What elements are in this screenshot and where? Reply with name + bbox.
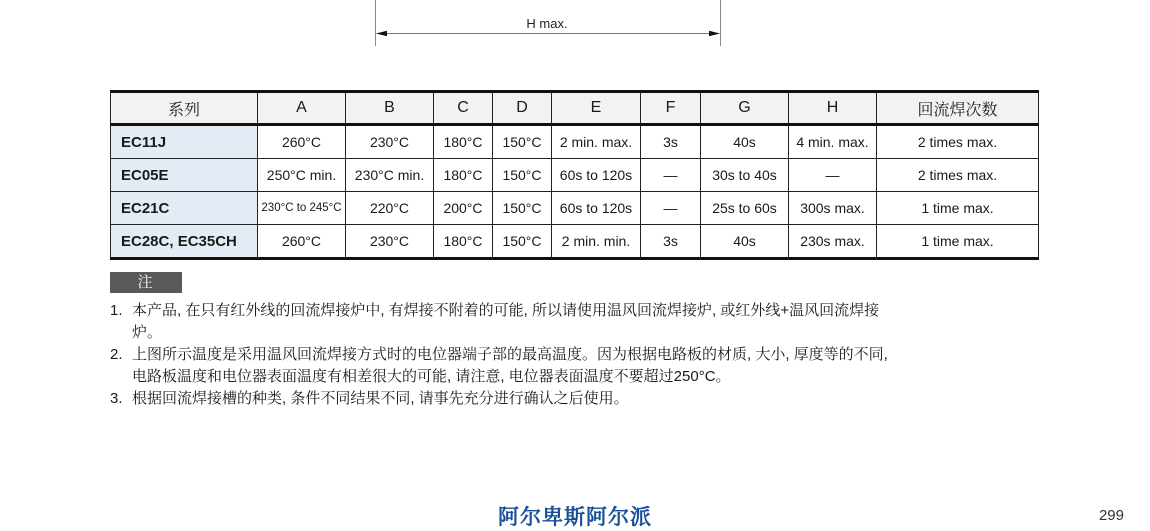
page-number: 299	[1098, 507, 1124, 524]
col-header-f: F	[641, 92, 701, 125]
col-header-d: D	[493, 92, 552, 125]
cell-h: 4 min. max.	[789, 125, 877, 159]
note-item-2	[110, 344, 892, 388]
cell-g: 40s	[701, 125, 789, 159]
cell-g: 30s to 40s	[701, 159, 789, 192]
cell-b: 230°C	[346, 125, 434, 159]
note-number: 3.	[110, 390, 123, 407]
cell-e: 2 min. min.	[552, 225, 641, 259]
col-header-g: G	[701, 92, 789, 125]
note-text: 上图所示温度是采用温风回流焊接方式时的电位器端子部的最高温度。因为根据电路板的材质, 大小, 厚度等的不同, 电路板温度和电位器表面温度有相差很大的可能, 请注意, 电位器表面温度不要超过250°C。	[132, 346, 888, 385]
cell-reflow-cycles: 1 time max.	[877, 192, 1039, 225]
col-header-series: 系列	[111, 92, 258, 125]
cell-c: 200°C	[434, 192, 493, 225]
cell-reflow-cycles: 2 times max.	[877, 159, 1039, 192]
note-number: 1.	[110, 302, 123, 319]
series-cell: EC11J	[111, 125, 258, 159]
cell-c: 180°C	[434, 125, 493, 159]
dimension-label: H max.	[526, 16, 568, 31]
note-item-1	[110, 300, 892, 344]
table-row-ec21c	[111, 192, 1039, 225]
arrowhead-left-icon	[376, 31, 387, 36]
cell-b: 230°C min.	[346, 159, 434, 192]
notes-list	[110, 300, 892, 410]
cell-b: 230°C	[346, 225, 434, 259]
cell-reflow-cycles: 1 time max.	[877, 225, 1039, 259]
cell-reflow-cycles: 2 times max.	[877, 125, 1039, 159]
dimension-diagram	[0, 0, 1150, 60]
cell-f: 3s	[641, 225, 701, 259]
cell-a: 260°C	[258, 225, 346, 259]
series-cell: EC05E	[111, 159, 258, 192]
note-badge: 注	[110, 272, 182, 293]
cell-d: 150°C	[493, 192, 552, 225]
col-header-e: E	[552, 92, 641, 125]
cell-a: 250°C min.	[258, 159, 346, 192]
cell-h: —	[789, 159, 877, 192]
arrowhead-right-icon	[709, 31, 720, 36]
table-header-row	[111, 92, 1039, 125]
col-header-b: B	[346, 92, 434, 125]
table-row-ec28c-ec35ch	[111, 225, 1039, 259]
cell-e: 60s to 120s	[552, 192, 641, 225]
brand-name: 阿尔卑斯阿尔派	[498, 506, 652, 529]
cell-a: 230°C to 245°C	[258, 192, 346, 225]
reflow-table-container	[110, 90, 1039, 260]
cell-h: 300s max.	[789, 192, 877, 225]
col-header-h: H	[789, 92, 877, 125]
note-text: 根据回流焊接槽的种类, 条件不同结果不同, 请事先充分进行确认之后使用。	[132, 390, 629, 407]
cell-f: —	[641, 192, 701, 225]
series-cell: EC21C	[111, 192, 258, 225]
cell-h: 230s max.	[789, 225, 877, 259]
cell-b: 220°C	[346, 192, 434, 225]
cell-a: 260°C	[258, 125, 346, 159]
table-row-ec11j	[111, 125, 1039, 159]
cell-d: 150°C	[493, 225, 552, 259]
cell-c: 180°C	[434, 159, 493, 192]
notes-section	[110, 272, 892, 410]
col-header-c: C	[434, 92, 493, 125]
col-header-reflow-cycles: 回流焊次数	[877, 92, 1039, 125]
note-number: 2.	[110, 346, 123, 363]
series-cell: EC28C, EC35CH	[111, 225, 258, 259]
cell-f: —	[641, 159, 701, 192]
cell-g: 40s	[701, 225, 789, 259]
cell-g: 25s to 60s	[701, 192, 789, 225]
cell-e: 60s to 120s	[552, 159, 641, 192]
cell-d: 150°C	[493, 159, 552, 192]
reflow-conditions-table	[110, 90, 1039, 260]
cell-c: 180°C	[434, 225, 493, 259]
col-header-a: A	[258, 92, 346, 125]
note-item-3	[110, 388, 892, 410]
cell-f: 3s	[641, 125, 701, 159]
table-row-ec05e	[111, 159, 1039, 192]
note-text: 本产品, 在只有红外线的回流焊接炉中, 有焊接不附着的可能, 所以请使用温风回流焊接炉, 或红外线+温风回流焊接炉。	[132, 302, 880, 341]
cell-d: 150°C	[493, 125, 552, 159]
cell-e: 2 min. max.	[552, 125, 641, 159]
